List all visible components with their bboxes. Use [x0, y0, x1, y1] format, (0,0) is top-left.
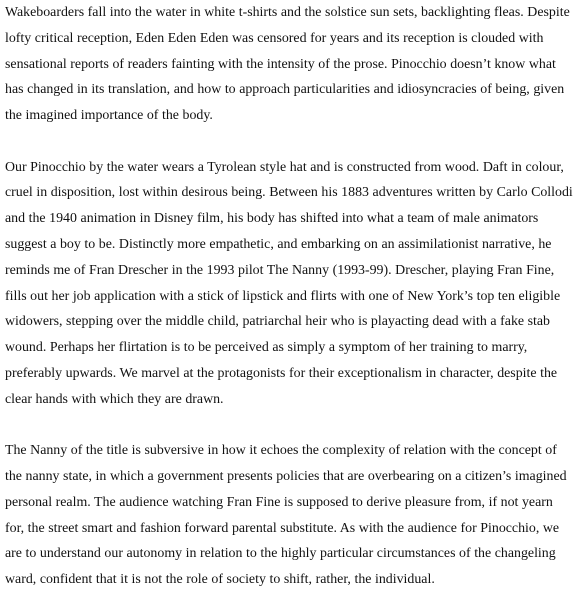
paragraph-3: The Nanny of the title is subversive in how it echoes the complexity of relation with the concept of the nanny state, in which a government presents policies that are overbearing on a citizen’s imagined personal realm. The audience watching Fran Fine is supposed to derive pleasure from, if not yearn for, the street smart and fashion forward parental substitute. As with the audience for Pinocchio, we are to understand our autonomy in relation to the highly particular circumstances of the changeling ward, confident that it is not the role of society to shift, rather, the individual.	[5, 443, 567, 588]
paragraph-1: Wakeboarders fall into the water in white t-shirts and the solstice sun sets, backlighting fleas. Despite lofty critical reception, Eden Eden Eden was censored for years and its reception is clouded with sensational reports of readers fainting with the intensity of the prose. Pinocchio doesn’t know what has changed in its translation, and how to approach particularities and idiosyncracies of being, given the imagined importance of the body.	[5, 5, 570, 124]
paragraph-2: Our Pinocchio by the water wears a Tyrolean style hat and is constructed from wood. Daft in colour, cruel in disposition, lost within desirous being. Between his 1883 adventures written by Carlo Collodi and the 1940 animation in Disney film, his body has shifted into what a team of male animators suggest a boy to be. Distinctly more empathetic, and embarking on an assimilationist narrative, he reminds me of Fran Drescher in the 1993 pilot The Nanny (1993-99). Drescher, playing Fran Fine, fills out her job application with a stick of lipstick and flirts with one of New York’s top ten eligible widowers, stepping over the middle child, patriarchal heir who is playacting dead with a fake stab wound. Perhaps her flirtation is to be perceived as simply a symptom of her training to marry, preferably upwards. We marvel at the protagonists for their exceptionalism in character, despite the clear hands with which they are drawn.	[5, 159, 573, 407]
document-body	[5, 0, 575, 593]
